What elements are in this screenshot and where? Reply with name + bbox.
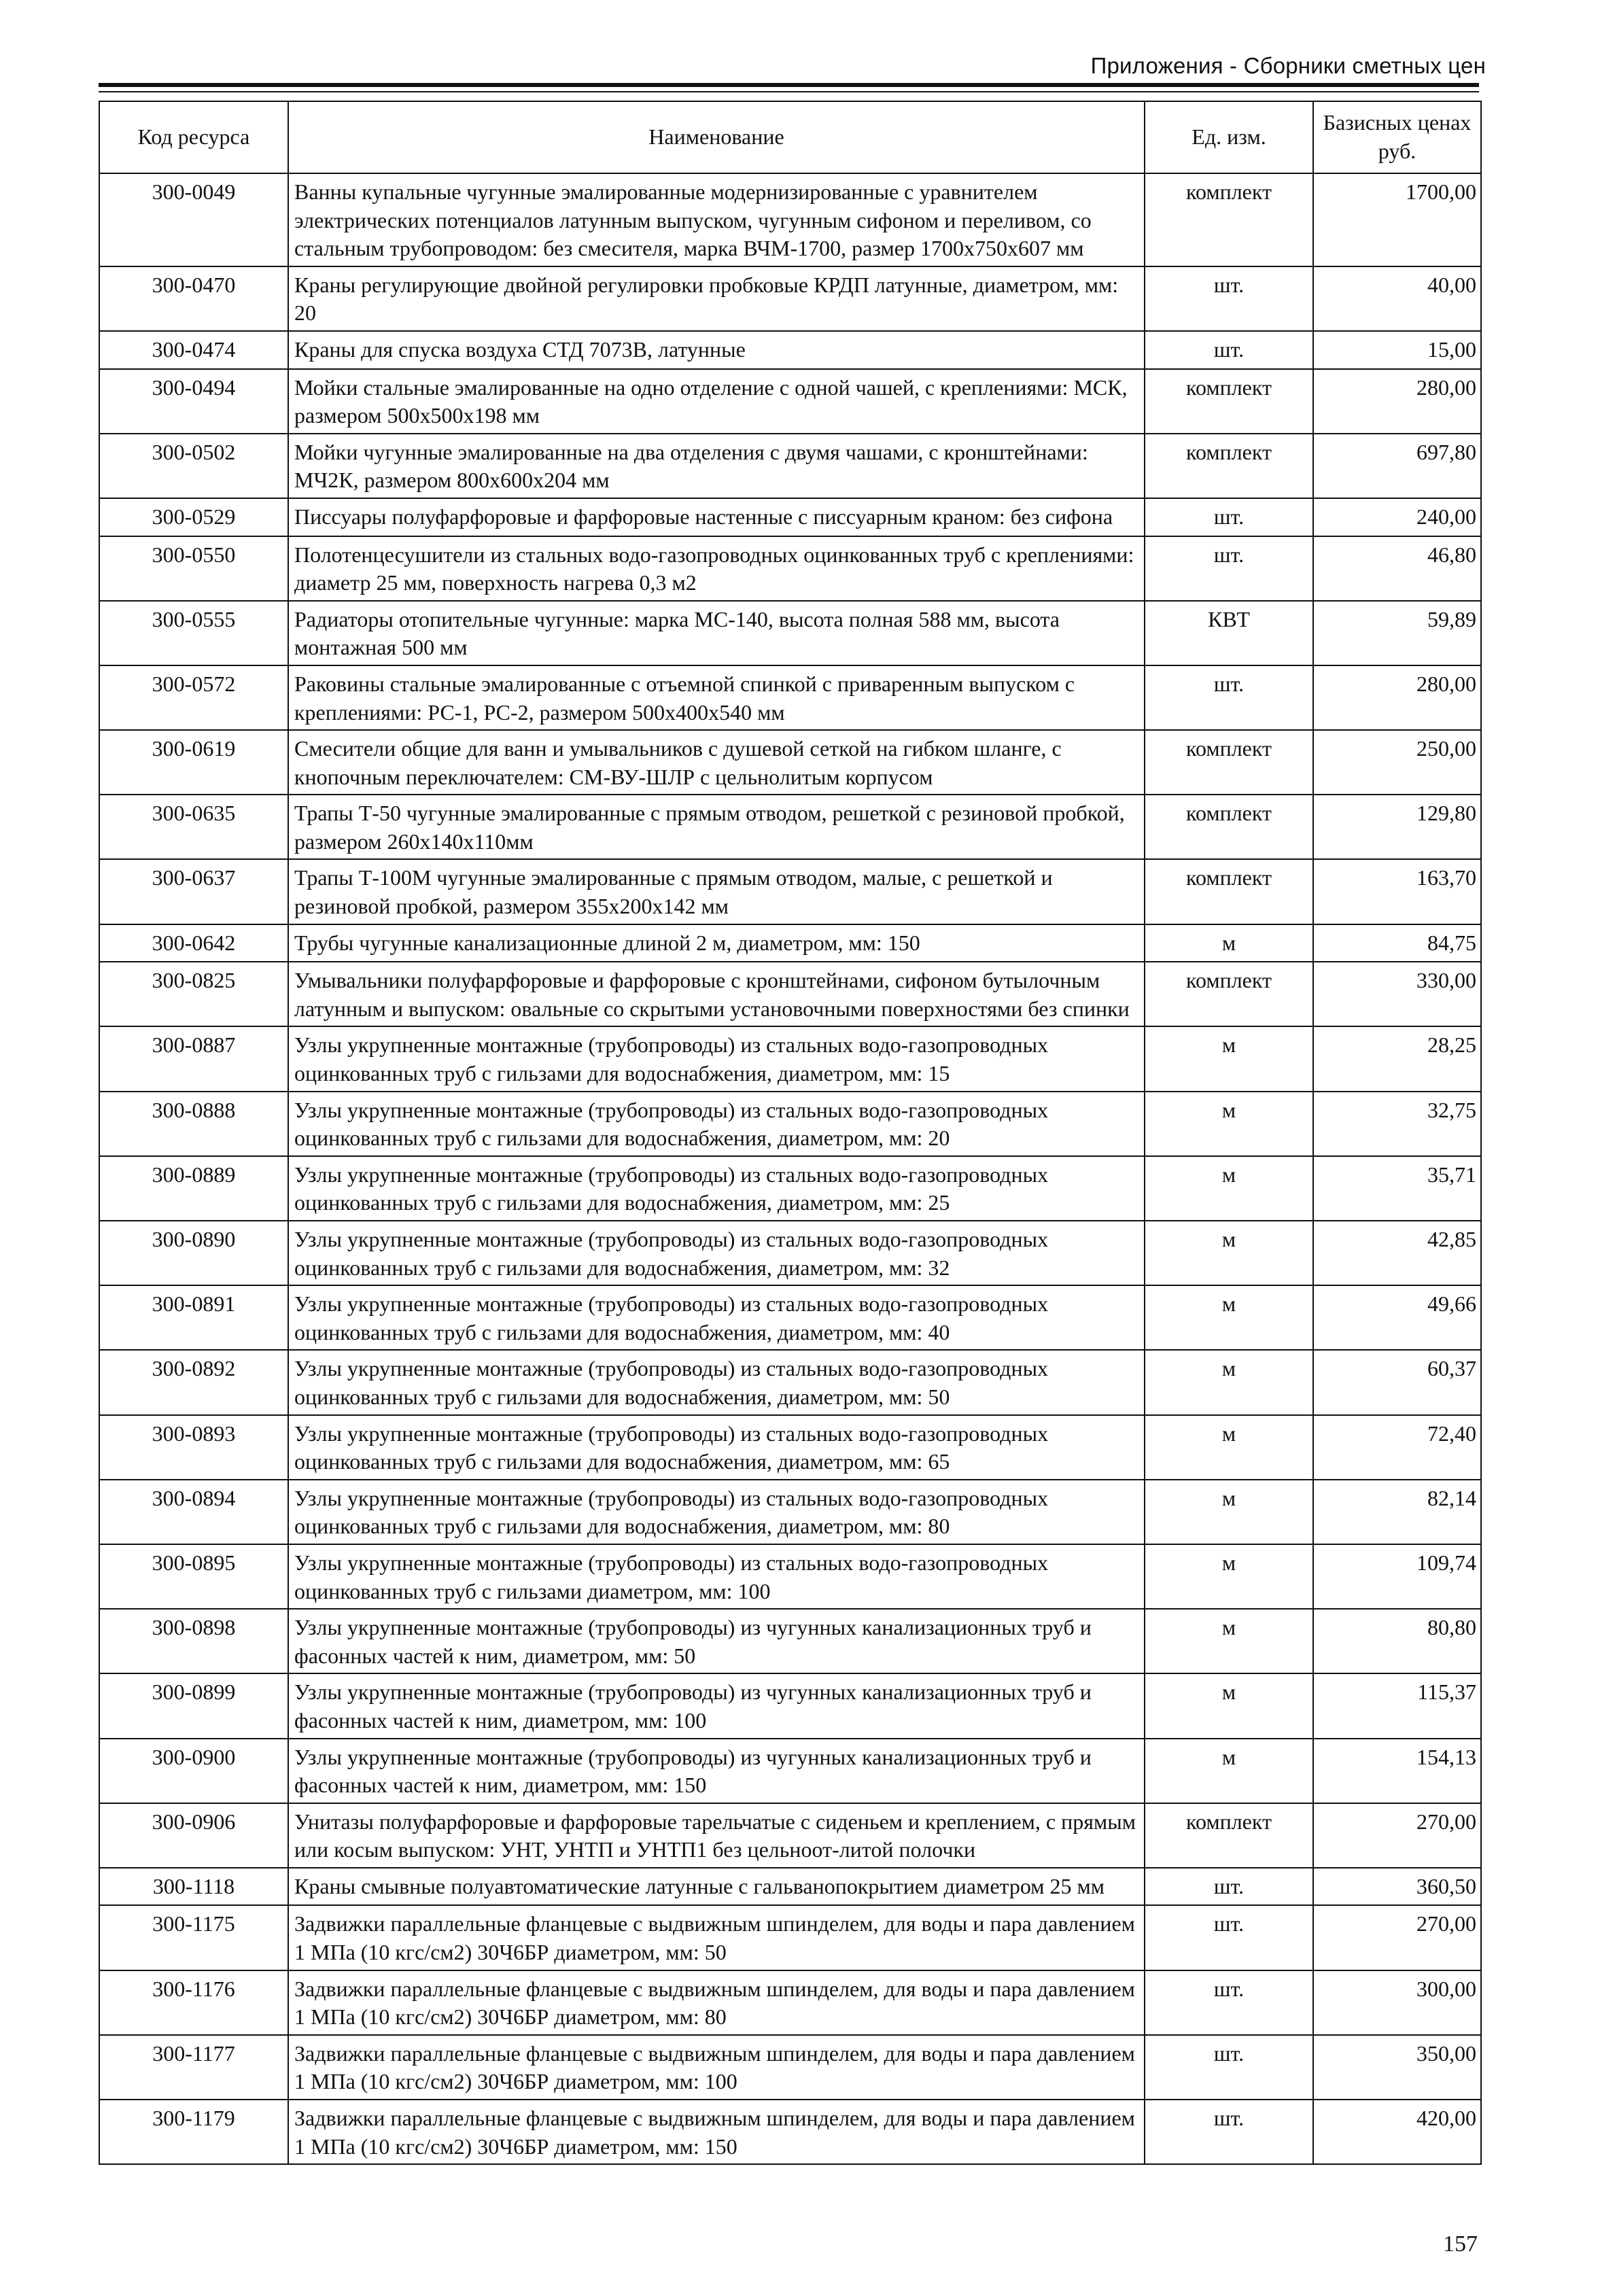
cell-code: 300-0899 xyxy=(99,1673,288,1738)
table-row xyxy=(99,498,1481,536)
table-row xyxy=(99,1544,1481,1609)
table-body xyxy=(99,173,1481,2164)
cell-code: 300-0900 xyxy=(99,1739,288,1803)
cell-price: 154,13 xyxy=(1313,1739,1481,1803)
cell-price: 129,80 xyxy=(1313,795,1481,859)
table-row xyxy=(99,1480,1481,1544)
cell-price: 82,14 xyxy=(1313,1480,1481,1544)
cell-code: 300-1179 xyxy=(99,2100,288,2164)
table-row xyxy=(99,434,1481,498)
cell-name: Раковины стальные эмалированные с отъемной спинкой с приваренным выпуском с креплениями: РС-1, РС-2, размером 500х400х540 мм xyxy=(288,665,1145,730)
cell-unit: м xyxy=(1145,1092,1313,1156)
cell-name: Задвижки параллельные фланцевые с выдвижным шпинделем, для воды и пара давлением 1 МПа (10 кгс/см2) 30Ч6БР диаметром, мм: 100 xyxy=(288,2035,1145,2100)
cell-name: Узлы укрупненные монтажные (трубопроводы) из стальных водо-газопроводных оцинкованных труб с гильзами для водоснабжения, диаметром, мм: 25 xyxy=(288,1156,1145,1221)
cell-unit: комплект xyxy=(1145,434,1313,498)
cell-name: Умывальники полуфарфоровые и фарфоровые с кронштейнами, сифоном бутылочным латунным и выпуском: овальные со скрытыми установочными поверхностями без спинки xyxy=(288,962,1145,1026)
cell-name: Трапы Т-50 чугунные эмалированные с прямым отводом, решеткой с резиновой пробкой, размером 260х140х110мм xyxy=(288,795,1145,859)
cell-unit: комплект xyxy=(1145,859,1313,924)
cell-code: 300-0888 xyxy=(99,1092,288,1156)
table-row xyxy=(99,331,1481,369)
cell-price: 72,40 xyxy=(1313,1415,1481,1480)
cell-price: 84,75 xyxy=(1313,924,1481,962)
header-code: Код ресурса xyxy=(99,101,288,173)
cell-code: 300-0637 xyxy=(99,859,288,924)
cell-code: 300-0894 xyxy=(99,1480,288,1544)
table-row xyxy=(99,1285,1481,1350)
cell-code: 300-0890 xyxy=(99,1221,288,1285)
cell-price: 28,25 xyxy=(1313,1026,1481,1091)
table-row xyxy=(99,1673,1481,1738)
cell-unit: шт. xyxy=(1145,331,1313,369)
cell-code: 300-0825 xyxy=(99,962,288,1026)
table-row xyxy=(99,173,1481,266)
cell-code: 300-0470 xyxy=(99,266,288,331)
cell-code: 300-0572 xyxy=(99,665,288,730)
cell-name: Смесители общие для ванн и умывальников с душевой сеткой на гибком шланге, с кнопочным переключателем: СМ-ВУ-ШЛР с цельнолитым корпусом xyxy=(288,730,1145,795)
header-price: Базисных ценах руб. xyxy=(1313,101,1481,173)
cell-name: Узлы укрупненные монтажные (трубопроводы) из стальных водо-газопроводных оцинкованных труб с гильзами для водоснабжения, диаметром, мм: 15 xyxy=(288,1026,1145,1091)
table-row xyxy=(99,924,1481,962)
header-name: Наименование xyxy=(288,101,1145,173)
table-row xyxy=(99,795,1481,859)
cell-unit: м xyxy=(1145,1480,1313,1544)
cell-unit: м xyxy=(1145,1156,1313,1221)
cell-code: 300-0555 xyxy=(99,601,288,665)
cell-code: 300-1176 xyxy=(99,1970,288,2035)
cell-price: 15,00 xyxy=(1313,331,1481,369)
cell-code: 300-0642 xyxy=(99,924,288,962)
cell-name: Ванны купальные чугунные эмалированные модернизированные с уравнителем электрических потенциалов латунным выпуском, чугунным сифоном и переливом, со стальным трубопроводом: без смесителя, марка ВЧМ-1700, размер 1700х750х607 мм xyxy=(288,173,1145,266)
cell-price: 32,75 xyxy=(1313,1092,1481,1156)
cell-unit: м xyxy=(1145,1544,1313,1609)
table-row xyxy=(99,730,1481,795)
header-rule-thin xyxy=(99,91,1479,92)
cell-code: 300-0550 xyxy=(99,536,288,601)
cell-price: 697,80 xyxy=(1313,434,1481,498)
cell-code: 300-0494 xyxy=(99,369,288,434)
table-row xyxy=(99,859,1481,924)
header-unit: Ед. изм. xyxy=(1145,101,1313,173)
cell-price: 350,00 xyxy=(1313,2035,1481,2100)
cell-unit: шт. xyxy=(1145,665,1313,730)
cell-name: Унитазы полуфарфоровые и фарфоровые тарельчатые с сиденьем и креплением, с прямым или косым выпуском: УНТ, УНТП и УНТП1 без цельноот-литой полочки xyxy=(288,1803,1145,1868)
cell-unit: м xyxy=(1145,1285,1313,1350)
cell-unit: комплект xyxy=(1145,730,1313,795)
cell-name: Краны смывные полуавтоматические латунные с гальванопокрытием диаметром 25 мм xyxy=(288,1868,1145,1906)
cell-code: 300-0892 xyxy=(99,1350,288,1414)
table-row xyxy=(99,1350,1481,1414)
table-row xyxy=(99,1092,1481,1156)
cell-unit: комплект xyxy=(1145,962,1313,1026)
cell-name: Задвижки параллельные фланцевые с выдвижным шпинделем, для воды и пара давлением 1 МПа (10 кгс/см2) 30Ч6БР диаметром, мм: 80 xyxy=(288,1970,1145,2035)
cell-price: 49,66 xyxy=(1313,1285,1481,1350)
cell-unit: шт. xyxy=(1145,2100,1313,2164)
table-row xyxy=(99,1415,1481,1480)
cell-unit: м xyxy=(1145,1673,1313,1738)
table-row xyxy=(99,665,1481,730)
cell-name: Писсуары полуфарфоровые и фарфоровые настенные с писсуарным краном: без сифона xyxy=(288,498,1145,536)
cell-name: Мойки чугунные эмалированные на два отделения с двумя чашами, с кронштейнами: МЧ2К, размером 800х600х204 мм xyxy=(288,434,1145,498)
resource-price-table xyxy=(99,101,1482,2165)
cell-unit: м xyxy=(1145,1221,1313,1285)
table-row xyxy=(99,1026,1481,1091)
table-row xyxy=(99,962,1481,1026)
cell-price: 42,85 xyxy=(1313,1221,1481,1285)
cell-code: 300-0891 xyxy=(99,1285,288,1350)
cell-unit: комплект xyxy=(1145,795,1313,859)
cell-name: Узлы укрупненные монтажные (трубопроводы) из чугунных канализационных труб и фасонных частей к ним, диаметром, мм: 50 xyxy=(288,1609,1145,1673)
cell-code: 300-0895 xyxy=(99,1544,288,1609)
cell-name: Узлы укрупненные монтажные (трубопроводы) из чугунных канализационных труб и фасонных частей к ним, диаметром, мм: 100 xyxy=(288,1673,1145,1738)
cell-name: Задвижки параллельные фланцевые с выдвижным шпинделем, для воды и пара давлением 1 МПа (10 кгс/см2) 30Ч6БР диаметром, мм: 150 xyxy=(288,2100,1145,2164)
cell-unit: м xyxy=(1145,1026,1313,1091)
cell-code: 300-0887 xyxy=(99,1026,288,1091)
cell-unit: м xyxy=(1145,924,1313,962)
cell-unit: комплект xyxy=(1145,173,1313,266)
cell-price: 250,00 xyxy=(1313,730,1481,795)
cell-price: 163,70 xyxy=(1313,859,1481,924)
cell-price: 280,00 xyxy=(1313,369,1481,434)
cell-price: 35,71 xyxy=(1313,1156,1481,1221)
cell-price: 300,00 xyxy=(1313,1970,1481,2035)
cell-unit: м xyxy=(1145,1609,1313,1673)
cell-code: 300-0889 xyxy=(99,1156,288,1221)
cell-unit: шт. xyxy=(1145,1970,1313,2035)
cell-unit: м xyxy=(1145,1415,1313,1480)
cell-name: Полотенцесушители из стальных водо-газопроводных оцинкованных труб с креплениями: диаметр 25 мм, поверхность нагрева 0,3 м2 xyxy=(288,536,1145,601)
table-row xyxy=(99,369,1481,434)
cell-name: Узлы укрупненные монтажные (трубопроводы) из стальных водо-газопроводных оцинкованных труб с гильзами для водоснабжения, диаметром, мм: 32 xyxy=(288,1221,1145,1285)
page-number: 157 xyxy=(1443,2231,1478,2257)
cell-code: 300-0619 xyxy=(99,730,288,795)
cell-code: 300-0474 xyxy=(99,331,288,369)
cell-name: Мойки стальные эмалированные на одно отделение с одной чашей, с креплениями: МСК, размером 500х500х198 мм xyxy=(288,369,1145,434)
cell-unit: КВТ xyxy=(1145,601,1313,665)
cell-price: 360,50 xyxy=(1313,1868,1481,1906)
cell-price: 46,80 xyxy=(1313,536,1481,601)
cell-code: 300-0906 xyxy=(99,1803,288,1868)
cell-unit: шт. xyxy=(1145,1905,1313,1970)
cell-unit: м xyxy=(1145,1350,1313,1414)
cell-name: Узлы укрупненные монтажные (трубопроводы) из стальных водо-газопроводных оцинкованных труб с гильзами для водоснабжения, диаметром, мм: 50 xyxy=(288,1350,1145,1414)
table-row xyxy=(99,1221,1481,1285)
table-row xyxy=(99,1970,1481,2035)
cell-price: 115,37 xyxy=(1313,1673,1481,1738)
cell-name: Узлы укрупненные монтажные (трубопроводы) из стальных водо-газопроводных оцинкованных труб с гильзами для водоснабжения, диаметром, мм: 80 xyxy=(288,1480,1145,1544)
cell-code: 300-0893 xyxy=(99,1415,288,1480)
cell-unit: комплект xyxy=(1145,369,1313,434)
table-header-row xyxy=(99,101,1481,173)
cell-unit: комплект xyxy=(1145,1803,1313,1868)
cell-price: 109,74 xyxy=(1313,1544,1481,1609)
cell-name: Трубы чугунные канализационные длиной 2 м, диаметром, мм: 150 xyxy=(288,924,1145,962)
cell-name: Узлы укрупненные монтажные (трубопроводы) из стальных водо-газопроводных оцинкованных труб с гильзами для водоснабжения, диаметром, мм: 20 xyxy=(288,1092,1145,1156)
cell-price: 1700,00 xyxy=(1313,173,1481,266)
cell-price: 280,00 xyxy=(1313,665,1481,730)
table-row xyxy=(99,1156,1481,1221)
cell-code: 300-0635 xyxy=(99,795,288,859)
table-row xyxy=(99,2035,1481,2100)
cell-code: 300-1177 xyxy=(99,2035,288,2100)
cell-price: 60,37 xyxy=(1313,1350,1481,1414)
cell-code: 300-0049 xyxy=(99,173,288,266)
table-row xyxy=(99,1609,1481,1673)
cell-price: 80,80 xyxy=(1313,1609,1481,1673)
header-rule-thick xyxy=(99,83,1479,87)
cell-name: Узлы укрупненные монтажные (трубопроводы) из стальных водо-газопроводных оцинкованных труб с гильзами диаметром, мм: 100 xyxy=(288,1544,1145,1609)
table-row xyxy=(99,2100,1481,2164)
cell-name: Узлы укрупненные монтажные (трубопроводы) из стальных водо-газопроводных оцинкованных труб с гильзами для водоснабжения, диаметром, мм: 40 xyxy=(288,1285,1145,1350)
cell-name: Узлы укрупненные монтажные (трубопроводы) из чугунных канализационных труб и фасонных частей к ним, диаметром, мм: 150 xyxy=(288,1739,1145,1803)
cell-name: Задвижки параллельные фланцевые с выдвижным шпинделем, для воды и пара давлением 1 МПа (10 кгс/см2) 30Ч6БР диаметром, мм: 50 xyxy=(288,1905,1145,1970)
running-head: Приложения - Сборники сметных цен xyxy=(1090,53,1486,78)
cell-price: 330,00 xyxy=(1313,962,1481,1026)
table-row xyxy=(99,536,1481,601)
cell-unit: шт. xyxy=(1145,266,1313,331)
cell-name: Узлы укрупненные монтажные (трубопроводы) из стальных водо-газопроводных оцинкованных труб с гильзами для водоснабжения, диаметром, мм: 65 xyxy=(288,1415,1145,1480)
cell-name: Трапы Т-100М чугунные эмалированные с прямым отводом, малые, с решеткой и резиновой пробкой, размером 355х200х142 мм xyxy=(288,859,1145,924)
cell-unit: шт. xyxy=(1145,498,1313,536)
cell-unit: м xyxy=(1145,1739,1313,1803)
cell-code: 300-0898 xyxy=(99,1609,288,1673)
cell-price: 270,00 xyxy=(1313,1905,1481,1970)
cell-price: 40,00 xyxy=(1313,266,1481,331)
table-row xyxy=(99,1803,1481,1868)
table-row xyxy=(99,1905,1481,1970)
cell-code: 300-0529 xyxy=(99,498,288,536)
cell-price: 59,89 xyxy=(1313,601,1481,665)
cell-unit: шт. xyxy=(1145,536,1313,601)
cell-unit: шт. xyxy=(1145,2035,1313,2100)
cell-code: 300-0502 xyxy=(99,434,288,498)
table-row xyxy=(99,266,1481,331)
cell-price: 240,00 xyxy=(1313,498,1481,536)
table-row xyxy=(99,1739,1481,1803)
cell-code: 300-1118 xyxy=(99,1868,288,1906)
cell-name: Радиаторы отопительные чугунные: марка МС-140, высота полная 588 мм, высота монтажная 500 мм xyxy=(288,601,1145,665)
cell-price: 270,00 xyxy=(1313,1803,1481,1868)
cell-code: 300-1175 xyxy=(99,1905,288,1970)
cell-unit: шт. xyxy=(1145,1868,1313,1906)
cell-name: Краны регулирующие двойной регулировки пробковые КРДП латунные, диаметром, мм: 20 xyxy=(288,266,1145,331)
cell-price: 420,00 xyxy=(1313,2100,1481,2164)
table-row xyxy=(99,1868,1481,1906)
table-row xyxy=(99,601,1481,665)
cell-name: Краны для спуска воздуха СТД 7073В, латунные xyxy=(288,331,1145,369)
